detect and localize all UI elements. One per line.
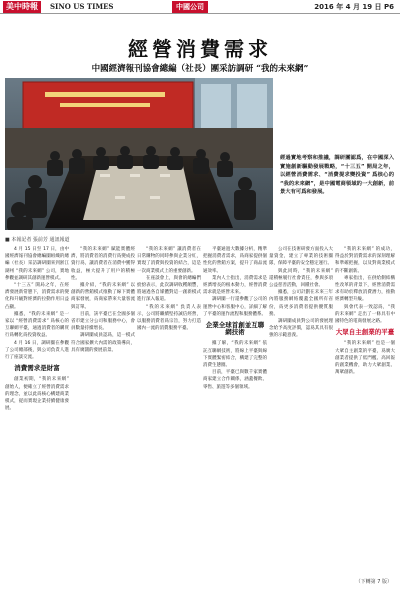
paragraph: 與會代表一致認爲，“我的未來網” 走出了一條具有中國特色的電商發展之路。 bbox=[335, 304, 395, 325]
conference-photo bbox=[5, 78, 273, 230]
paragraph: 據了解，“我的未來網” 依託互聯網技術，將線上平臺與線下實體緊密結合，構建了完整的消費生態圈。 bbox=[203, 341, 267, 369]
conference-photo-image bbox=[5, 78, 273, 230]
brand-logo: 美中時報 bbox=[3, 1, 41, 13]
paragraph: “我的未來網” 也是一個大眾自主創業的平臺，爲廣大創業者提供了低門檻、高回報的創業機會，助力大眾創業、萬眾創新。 bbox=[335, 341, 395, 376]
paragraph: 調研團成員對公司的發展理念給予高度評價，認爲其具有很強的示範意義。 bbox=[269, 319, 333, 339]
paragraph: 專家指出，在供給側結構性改革的背景下，經營消費需求有助於釋放消費潛力，推動經濟轉型升級。 bbox=[335, 275, 395, 303]
paragraph: 4 月 16 日，調研團在參觀了公司總部後，與公司負責人進行了座談交流。 bbox=[5, 340, 69, 361]
photo-caption: 經過實地考察和推議，調研團認爲，在中國深入實施創新驅動發展戰略，“十三五” 開局之年，以經營消費需求、“消費提求變投資” 爲核心的 “我的未來網”，是中國電商領域的一大創新，前景大有可爲和發展。 bbox=[280, 155, 394, 196]
section-subtitle: 大眾自主創業的平臺 bbox=[335, 328, 395, 337]
paragraph: 據悉，“我的未來網” 是一家以 “經營消費需求” 爲核心的互聯網平臺，通過消費者的購買行爲轉化爲投資收益。 bbox=[5, 311, 69, 339]
paragraph: “十三五” 開局之年，在經濟發展新常態下，消費需求的變化和升級對經濟的拉動作用日益凸顯。 bbox=[5, 283, 69, 310]
article-column-6 bbox=[335, 246, 395, 376]
paragraph: 目前，平臺已與數千家實體商家建立合作關係，涵蓋餐飲、零售、旅遊等多個領域。 bbox=[203, 370, 267, 390]
article-column-4 bbox=[203, 246, 267, 391]
paragraph: 調研團一行還參觀了公司的運營中心和客服中心，詳細了解了平臺的運作流程和服務體系。 bbox=[203, 297, 267, 317]
paragraph: 4 月 15 日至 17 日，由中國經濟報刊協會總編團組織的總編（社長）采訪調研團來到浙江湖州 “我的未來網” 公司，實地參觀並調研其創新運營模式。 bbox=[5, 247, 69, 281]
article-column-5 bbox=[269, 246, 333, 340]
paragraph: 公司在技術研發方面投入大量資金，建立了專業的技術團隊，保障平臺的安全穩定運行。 bbox=[269, 247, 333, 267]
issue-date: 2016 年 4 月 19 日 P6 bbox=[314, 3, 394, 11]
byline: ■ 本報記者 張前芳 通訊報道 bbox=[5, 237, 70, 243]
paragraph: 據介紹，“我的未來網” 以創新的營銷模式推動了線下實體商家發展，爲商家帶來大量客流與訂單。 bbox=[71, 283, 135, 310]
paragraph: 平臺通過大數據分析，精準把握消費者需求，爲商家提供個性化的營銷方案，提升了商品流通效率。 bbox=[203, 247, 267, 274]
paragraph: 在座談會上，與會的總編們紛紛表示，此次調研收穫頗豐，將通過各自媒體對這一創新模式進行深入報道。 bbox=[137, 275, 201, 303]
article-column-2 bbox=[71, 246, 135, 354]
paragraph: 據悉，公司計劃在未來三年內將服務網絡覆蓋全國所有省份，爲更多消費者提供優質服務。 bbox=[269, 290, 333, 317]
headline: 經營消費需求 bbox=[128, 37, 272, 61]
article-column-3 bbox=[137, 246, 201, 332]
brand-english-name: SINO US TIMES bbox=[50, 2, 114, 11]
section-label: 中國公司 bbox=[172, 1, 208, 13]
paragraph: “我的未來網” 讓消費者在日常購物的同時參與企業分紅，實現了消費與投資的結合，這是一次商業模式上的重要創新。 bbox=[137, 247, 201, 274]
article-column-1 bbox=[5, 246, 69, 412]
continued-note: （下轉第 7 版） bbox=[355, 579, 392, 585]
section-subtitle: 企業全球首創並互聯網技術 bbox=[205, 321, 265, 337]
paragraph: “我的未來網” 賦能實體經濟，將消費者的消費行爲變成投資行爲，讓消費者在消費中獲得收益，極大提升了用戶的積極性。 bbox=[71, 247, 135, 281]
subheadline: 中國經濟報刊協會總編（社長）團采訪調研 “我的未來網” bbox=[91, 64, 309, 74]
section-subtitle: 消費需求是財富 bbox=[14, 364, 60, 373]
paragraph: 創業初期，“我的未來網” 創始人，便確立了經營消費需求的理念，並以此爲核心構建商業模式，從而實現企業持續健康發展。 bbox=[5, 377, 69, 412]
page-header bbox=[0, 0, 400, 14]
paragraph: 業內人士指出，消費需求是經濟增長的根本動力，經營消費需求就是經營未來。 bbox=[203, 275, 267, 296]
paragraph: 與此同時，“我的未來網” 還積極履行社會責任，參與多項公益慈善活動，回饋社會。 bbox=[269, 268, 333, 289]
paragraph: 調研團成員認爲，這一模式符合國家擴大內需的政策導向，具有廣闊的發展前景。 bbox=[71, 333, 135, 353]
paragraph: “我的未來網” 的成功，得益於對消費需求的深刻理解和準確把握，以及對商業模式的不斷創新。 bbox=[335, 247, 395, 274]
paragraph: “我的未來網” 負責人表示，公司將繼續堅持誠信經營，以服務消費者爲宗旨，努力打造國內一流的消費服務平臺。 bbox=[137, 304, 201, 332]
paragraph: 目前，該平臺已在全國多個省市建立分公司和服務中心，會員數量持續增長。 bbox=[71, 311, 135, 332]
